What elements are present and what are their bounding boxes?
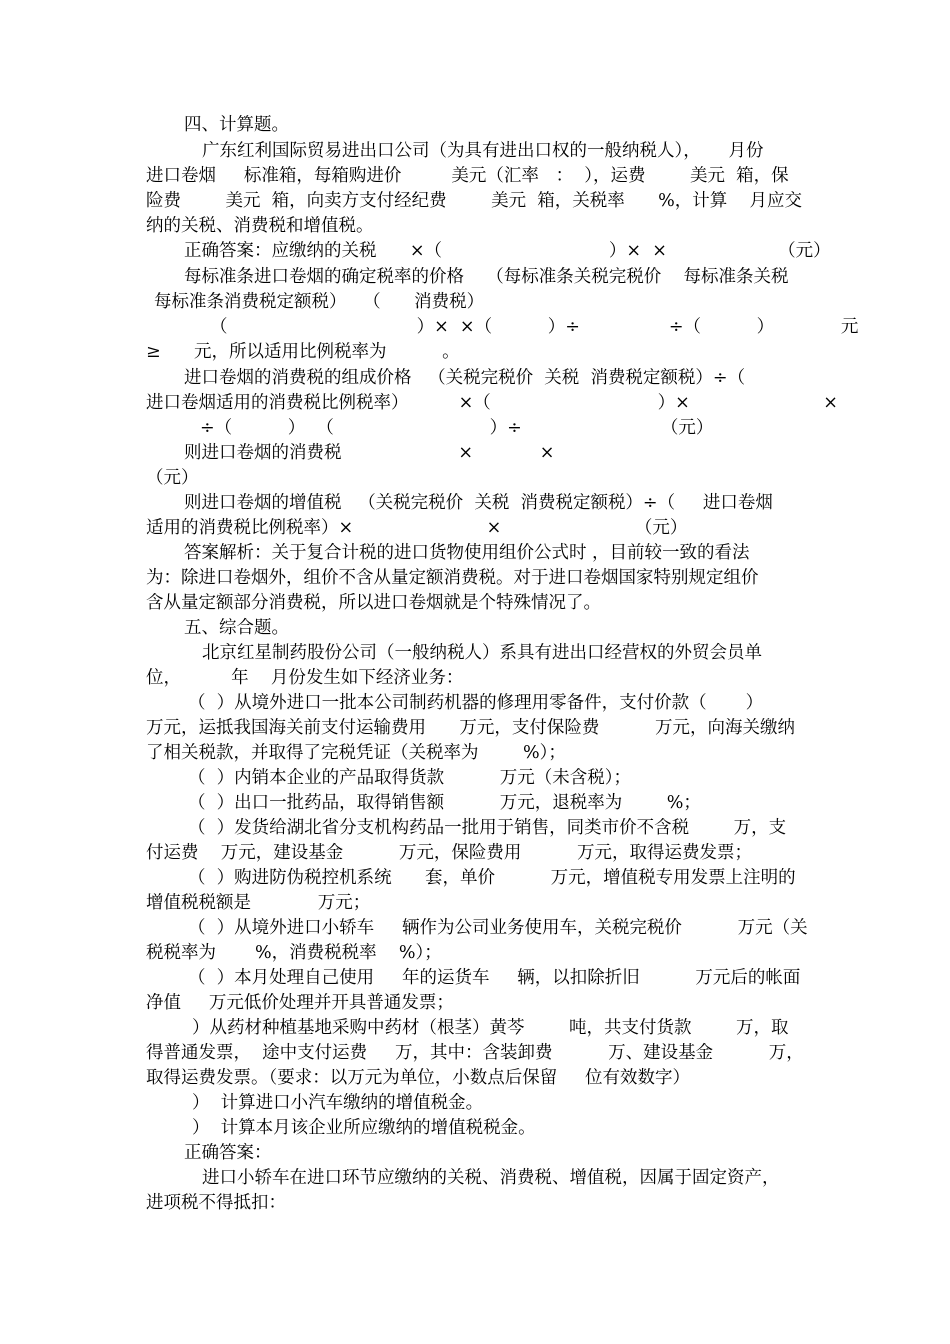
text-line: 则进口卷烟的消费税 × × <box>184 443 555 463</box>
list-item: （ ）购进防伪税控机系统 套，单价 万元，增值税专用发票上注明的 <box>188 868 796 888</box>
answer-label: 正确答案： <box>184 1143 272 1163</box>
text-line: ≥ 元，所以适用比例税率为 。 <box>146 342 460 362</box>
text-line: 进项税不得抵扣： <box>146 1193 286 1213</box>
formula-line: 适用的消费税比例税率）× × （元） <box>146 518 688 538</box>
text-line: 广东红利国际贸易进出口公司（为具有进出口权的一般纳税人）， 月份 <box>202 141 764 161</box>
text-line: 付运费 万元，建设基金 万元，保险费用 万元，取得运费发票； <box>146 843 753 863</box>
text-line: 增值税税额是 万元； <box>146 893 371 913</box>
text-line: 每标准条进口卷烟的确定税率的价格 （每标准条关税完税价 每标准条关税 <box>184 267 789 287</box>
list-item: （ ）从境外进口一批本公司制药机器的修理用零备件，支付价款（ ） <box>188 693 764 713</box>
list-item: （ ）出口一批药品，取得销售额 万元，退税率为 %； <box>188 793 701 813</box>
text-line: 含从量定额部分消费税，所以进口卷烟就是个特殊情况了。 <box>146 593 601 613</box>
text-line: 每标准条消费税定额税） （ 消费税） <box>154 292 485 312</box>
text-line: 进口小轿车在进口环节应缴纳的关税、消费税、增值税，因属于固定资产， <box>202 1168 780 1188</box>
text-line: （元） <box>146 468 199 488</box>
text-line: 位， 年 月份发生如下经济业务： <box>146 668 464 688</box>
text-line: 了相关税款，并取得了完税凭证（关税率为 %）； <box>146 743 566 763</box>
formula-line: 进口卷烟适用的消费税比例税率） ×（ ）× × <box>146 393 838 413</box>
list-item: （ ）发货给湖北省分支机构药品一批用于销售，同类市价不含税 万，支 <box>188 818 787 838</box>
text-line: 税税率为 %，消费税税率 %）； <box>146 943 442 963</box>
formula-line: ÷（ ） （ ）÷ （元） <box>200 418 714 438</box>
list-item: （ ）从境外进口小轿车 辆作为公司业务使用车，关税完税价 万元（关 <box>188 918 808 938</box>
answer-line: 正确答案：应缴纳的关税 ×（ ）× × （元） <box>184 241 831 261</box>
text-line: 为：除进口卷烟外，组价不含从量定额消费税。对于进口卷烟国家特别规定组价 <box>146 568 759 588</box>
question-item: ） 计算进口小汽车缴纳的增值税金。 <box>192 1093 484 1113</box>
list-item: （ ）本月处理自己使用 年的运货车 辆，以扣除折旧 万元后的帐面 <box>188 968 801 988</box>
text-line: 则进口卷烟的增值税 （关税完税价 关税 消费税定额税）÷（ 进口卷烟 <box>184 493 773 513</box>
formula-line: （ ）× ×（ ）÷ ÷（ ） 元 <box>210 317 859 337</box>
answer-analysis: 答案解析：关于复合计税的进口货物使用组价公式时 ，目前较一致的看法 <box>184 543 750 563</box>
text-line: 净值 万元低价处理并开具普通发票； <box>146 993 454 1013</box>
text-line: 北京红星制药股份公司（一般纳税人）系具有进出口经营权的外贸会员单 <box>202 643 762 663</box>
list-item: （ ）内销本企业的产品取得货款 万元（未含税）； <box>188 768 632 788</box>
text-line: 取得运费发票。（要求：以万元为单位，小数点后保留 位有效数字） <box>146 1068 691 1088</box>
text-line: 万元，运抵我国海关前支付运输费用 万元，支付保险费 万元，向海关缴纳 <box>146 718 796 738</box>
text-line: 纳的关税、消费税和增值税。 <box>146 216 374 236</box>
question-item: ） 计算本月该企业所应缴纳的增值税税金。 <box>192 1118 536 1138</box>
text-line: 得普通发票， 途中支付运费 万，其中：含装卸费 万、建设基金 万， <box>146 1043 804 1063</box>
text-line: 险费 美元 箱，向卖方支付经纪费 美元 箱，关税率 %，计算 月应交 <box>146 191 803 211</box>
list-item: ）从药材种植基地采购中药材（根茎）黄芩 吨，共支付货款 万，取 <box>192 1018 789 1038</box>
text-line: 进口卷烟 标准箱，每箱购进价 美元（汇率 ： ），运费 美元 箱，保 <box>146 166 789 186</box>
section-heading-comprehensive: 五、综合题。 <box>184 618 289 638</box>
section-heading-calculation: 四、计算题。 <box>184 115 289 135</box>
text-line: 进口卷烟的消费税的组成价格 （关税完税价 关税 消费税定额税）÷（ <box>184 368 746 388</box>
